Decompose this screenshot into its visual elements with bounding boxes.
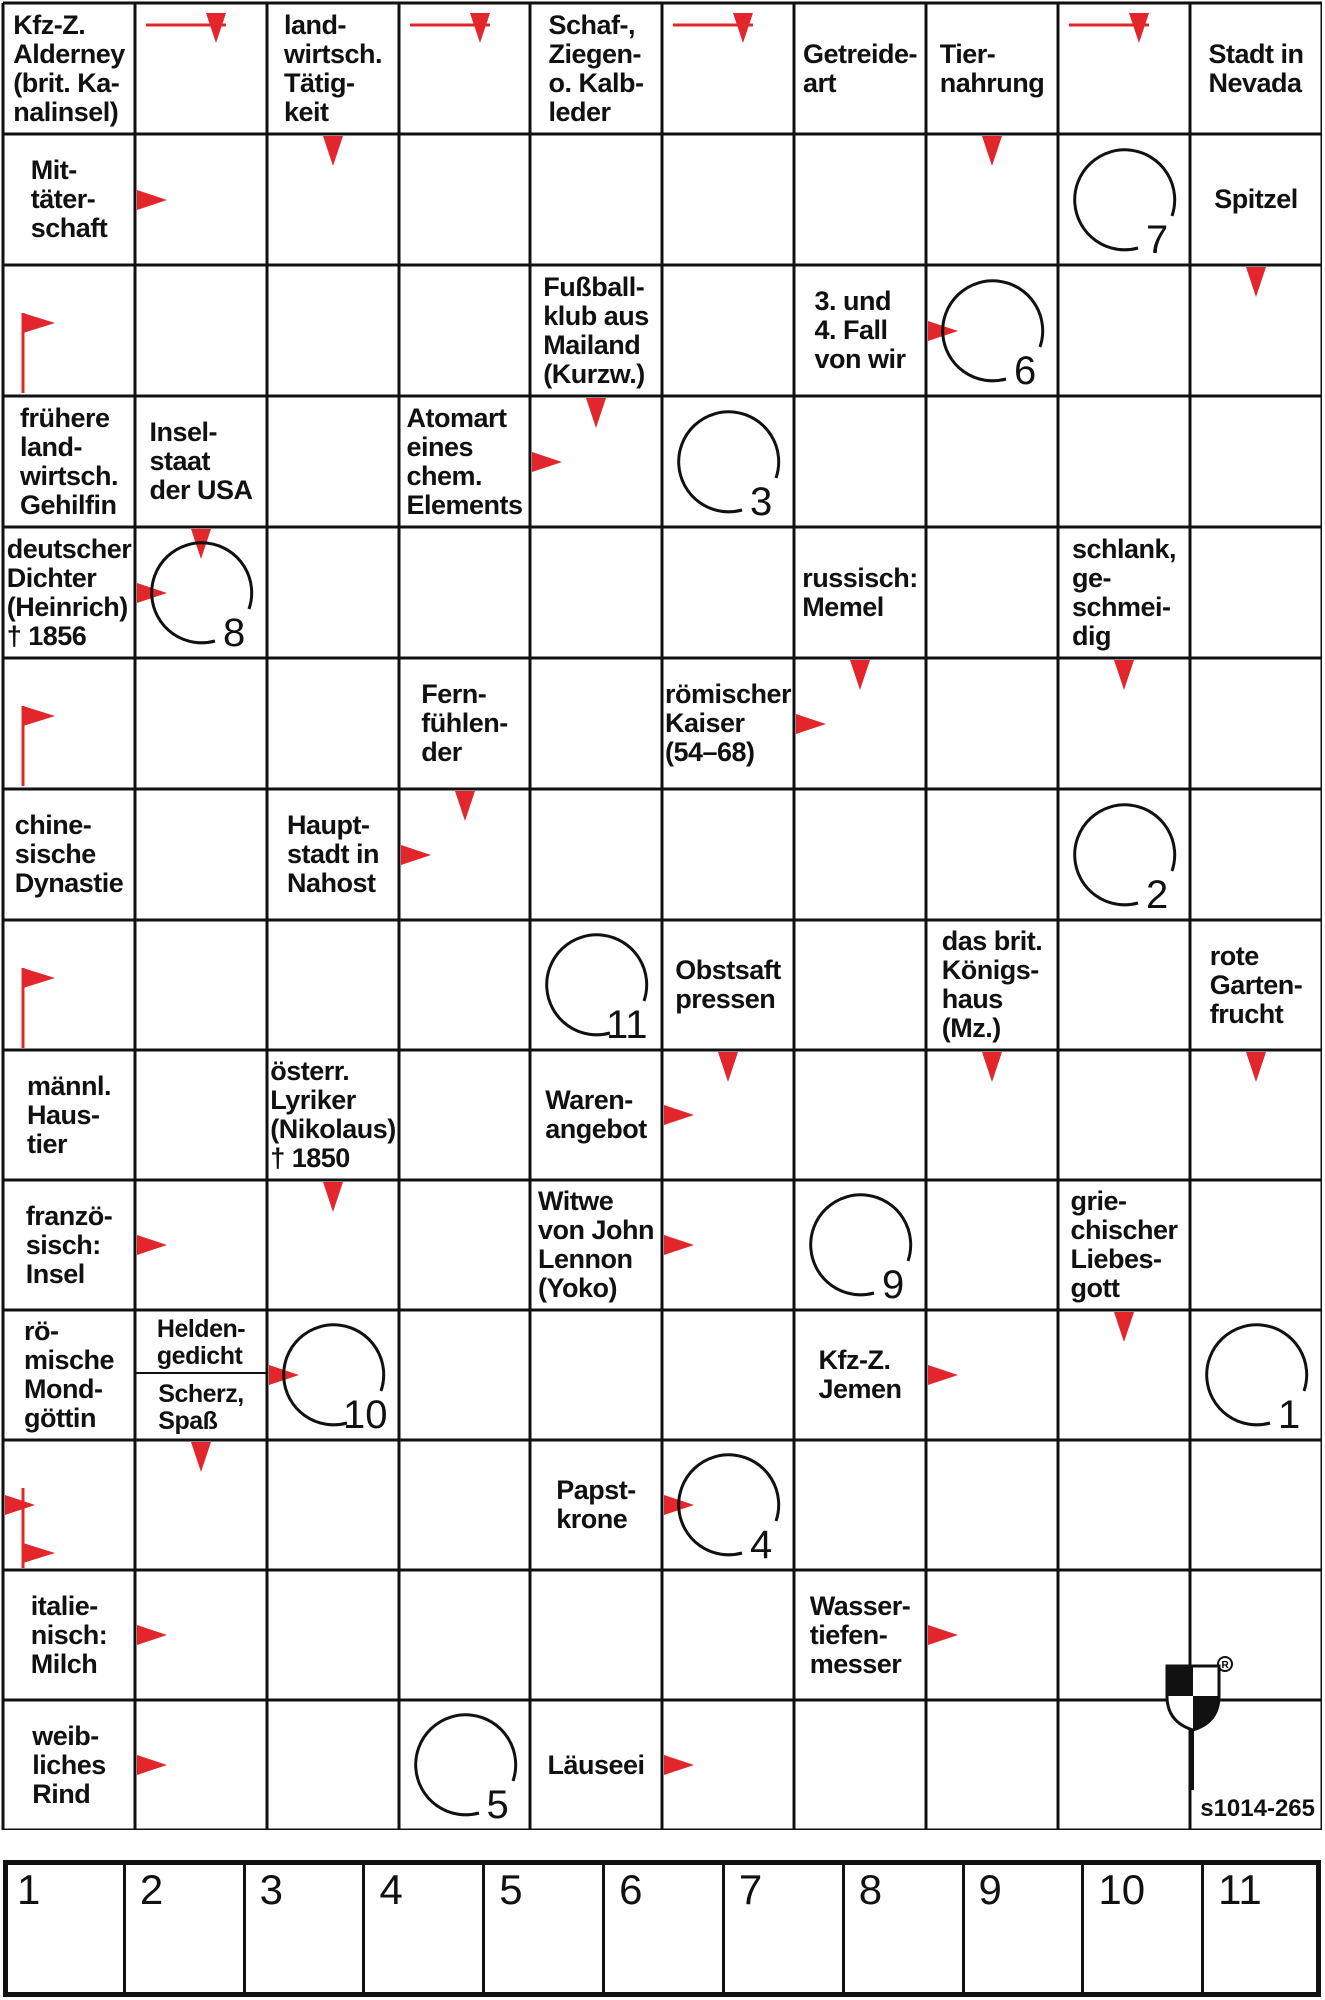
- circle-number: 4: [750, 1523, 773, 1567]
- clue-cell: [794, 1310, 926, 1440]
- clue-text: Scherz, Spaß: [158, 1379, 244, 1435]
- arrow-right-icon: [664, 1105, 694, 1125]
- arrow-right-icon: [664, 1755, 694, 1775]
- clue-cell: [530, 1700, 662, 1830]
- arrow-down-icon: [1114, 1312, 1134, 1342]
- circle-number: 11: [606, 1003, 648, 1047]
- circle-number: 8: [223, 610, 246, 655]
- arrow-down-icon: [850, 660, 870, 690]
- clue-text: römischer Kaiser (54–68): [664, 679, 792, 767]
- corner-arrow-icon: [673, 17, 753, 37]
- circle-number: 2: [1146, 872, 1169, 917]
- arrow-right-icon: [401, 845, 431, 865]
- clue-cell: [3, 1050, 135, 1180]
- clue-cell: [399, 396, 530, 527]
- circle-number: 1: [1278, 1393, 1301, 1437]
- puzzle-code: s1014-265: [1200, 1795, 1315, 1822]
- clue-cell: [530, 265, 662, 396]
- solution-number: 10: [1098, 1866, 1146, 1913]
- publisher-logo-icon: [1163, 1656, 1233, 1736]
- clue-cell: [1058, 1180, 1190, 1310]
- solution-row: [3, 1860, 1321, 1997]
- solution-cell[interactable]: [362, 1860, 482, 1997]
- arrow-down-icon: [1114, 660, 1134, 690]
- clue-cell: [135, 396, 267, 527]
- arrow-right-icon: [664, 1235, 694, 1255]
- clue-cell: [267, 3, 399, 134]
- solution-number: 8: [858, 1866, 883, 1913]
- circle-number: 3: [750, 479, 773, 524]
- clue-text: Läuseei: [547, 1749, 645, 1780]
- clue-text: 3. und 4. Fall von wir: [814, 286, 906, 374]
- clue-cell: [3, 1310, 135, 1440]
- corner-arrow-icon: [146, 17, 226, 37]
- arrow-down-icon: [586, 398, 606, 428]
- arrow-right-icon: [137, 1755, 167, 1775]
- arrow-right-icon: [928, 1365, 958, 1385]
- clue-text: land- wirtsch. Tätig- keit: [283, 9, 383, 127]
- solution-cell[interactable]: [722, 1860, 842, 1997]
- clue-cell: [3, 396, 135, 527]
- clue-cell: [794, 3, 926, 134]
- arrow-right-icon: [928, 1625, 958, 1645]
- clue-cell: [530, 1440, 662, 1570]
- clue-cell: [1190, 920, 1322, 1050]
- clue-text: schlank, ge- schmei- dig: [1071, 533, 1177, 651]
- arrow-down-icon: [455, 791, 475, 821]
- solution-cell[interactable]: [1201, 1860, 1321, 1997]
- arrow-down-icon: [982, 136, 1002, 166]
- clue-cell: [926, 3, 1058, 134]
- clue-text: deutscher Dichter (Heinrich) † 1856: [6, 533, 132, 651]
- clue-cell: [3, 527, 135, 658]
- arrow-right-icon: [532, 452, 562, 472]
- clue-cell: [530, 1050, 662, 1180]
- clue-text: frühere land- wirtsch. Gehilfin: [19, 402, 119, 520]
- clue-text: grie- chischer Liebes- gott: [1070, 1186, 1178, 1303]
- circle-number: 9: [882, 1263, 905, 1307]
- clue-text: österr. Lyriker (Nikolaus) † 1850: [270, 1056, 396, 1173]
- solution-cell[interactable]: [1081, 1860, 1201, 1997]
- clue-cell: [1190, 3, 1322, 134]
- solution-cell[interactable]: [842, 1860, 962, 1997]
- arrow-down-icon: [191, 1442, 211, 1472]
- solution-number: 7: [738, 1866, 763, 1913]
- clue-text: italie- nisch: Milch: [30, 1590, 108, 1679]
- solution-cell[interactable]: [602, 1860, 722, 1997]
- clue-cell: [794, 527, 926, 658]
- clue-cell: [926, 920, 1058, 1050]
- clue-cell: [399, 658, 530, 789]
- clue-text: Witwe von John Lennon (Yoko): [538, 1186, 654, 1303]
- clue-text: Helden- gedicht: [156, 1314, 246, 1370]
- flag-arrow-icon: [19, 968, 59, 1048]
- clue-cell: [3, 1180, 135, 1310]
- clue-text: Spitzel: [1214, 184, 1298, 214]
- clue-cell: [3, 789, 135, 920]
- clue-text: Mit- täter- schaft: [30, 155, 108, 243]
- clue-cell: [662, 920, 794, 1050]
- clue-cell: [794, 1570, 926, 1700]
- solution-number: 3: [259, 1866, 283, 1913]
- arrow-down-icon: [323, 136, 343, 166]
- clue-text: Obstsaft pressen: [675, 955, 781, 1014]
- arrow-right-icon: [137, 1235, 167, 1255]
- clue-text: Wasser- tiefen- messer: [809, 1590, 911, 1679]
- flag-arrow-icon: [19, 706, 59, 786]
- arrow-down-icon: [1246, 1052, 1266, 1082]
- corner-arrow-icon: [410, 17, 490, 37]
- clue-cell: [135, 1310, 267, 1375]
- clue-text: Haupt- stadt in Nahost: [286, 810, 379, 898]
- logo-line: [1191, 1730, 1194, 1790]
- solution-number: 2: [139, 1866, 164, 1913]
- clue-text: chine- sische Dynastie: [14, 810, 124, 898]
- clue-cell: [530, 3, 662, 134]
- clue-cell: [3, 134, 135, 265]
- clue-text: Fußball- klub aus Mailand (Kurzw.): [543, 271, 649, 389]
- svg-text:R: R: [1221, 1660, 1229, 1671]
- arrow-down-icon: [718, 1052, 738, 1082]
- circle-number: 7: [1146, 217, 1169, 262]
- clue-cell: [3, 3, 135, 134]
- clue-text: Atomart eines chem. Elements: [406, 402, 523, 520]
- solution-number: 4: [379, 1866, 403, 1913]
- clue-text: russisch: Memel: [802, 562, 918, 622]
- arrow-right-icon: [796, 714, 826, 734]
- arrow-right-icon: [137, 1625, 167, 1645]
- solution-cell[interactable]: [3, 1860, 123, 1997]
- clue-text: rö- mische Mond- göttin: [23, 1316, 115, 1433]
- clue-cell: [1190, 134, 1322, 265]
- clue-cell: [3, 1570, 135, 1700]
- clue-text: weib- liches Rind: [32, 1720, 106, 1809]
- solution-cell[interactable]: [962, 1860, 1082, 1997]
- clue-text: Insel- staat der USA: [149, 417, 253, 505]
- circle-number: 10: [343, 1393, 388, 1437]
- clue-cell: [1058, 527, 1190, 658]
- solution-number: 1: [17, 1866, 41, 1913]
- solution-number: 9: [978, 1866, 1002, 1913]
- clue-text: Kfz-Z. Alderney (brit. Ka- nalinsel): [13, 9, 125, 127]
- circle-number: 5: [486, 1783, 509, 1827]
- flag-arrow-icon: [19, 1488, 59, 1568]
- flag-arrow-icon: [19, 313, 59, 393]
- clue-text: Fern- fühlen- der: [421, 679, 508, 767]
- solution-number: 5: [499, 1866, 523, 1913]
- clue-cell: [267, 789, 399, 920]
- clue-text: franzö- sisch: Insel: [25, 1200, 113, 1289]
- clue-cell: [135, 1375, 267, 1440]
- clue-cell: [794, 265, 926, 396]
- solution-number: 6: [619, 1866, 643, 1913]
- clue-text: Tier- nahrung: [939, 38, 1045, 98]
- clue-text: Schaf-, Ziegen- o. Kalb- leder: [548, 9, 644, 127]
- solution-number: 11: [1218, 1866, 1262, 1913]
- clue-text: Papst- krone: [556, 1475, 636, 1534]
- clue-cell: [662, 658, 794, 789]
- arrow-down-icon: [982, 1052, 1002, 1082]
- clue-text: Getreide- art: [802, 38, 918, 98]
- clue-cell: [267, 1050, 399, 1180]
- clue-cell: [3, 1700, 135, 1830]
- solution-cell[interactable]: [482, 1860, 602, 1997]
- arrow-down-icon: [323, 1182, 343, 1212]
- solution-cell[interactable]: [123, 1860, 243, 1997]
- clue-cell: [530, 1180, 662, 1310]
- clue-text: Waren- angebot: [545, 1085, 647, 1144]
- clue-text: das brit. Königs- haus (Mz.): [941, 926, 1043, 1043]
- clue-text: Stadt in Nevada: [1208, 38, 1304, 98]
- clue-text: rote Garten- frucht: [1209, 940, 1303, 1029]
- clue-text: männl. Haus- tier: [26, 1070, 111, 1159]
- circle-number: 6: [1014, 348, 1037, 393]
- arrow-right-icon: [137, 190, 167, 210]
- arrow-down-icon: [1246, 267, 1266, 297]
- solution-cell[interactable]: [243, 1860, 363, 1997]
- corner-arrow-icon: [1069, 17, 1149, 37]
- clue-text: Kfz-Z. Jemen: [818, 1345, 902, 1404]
